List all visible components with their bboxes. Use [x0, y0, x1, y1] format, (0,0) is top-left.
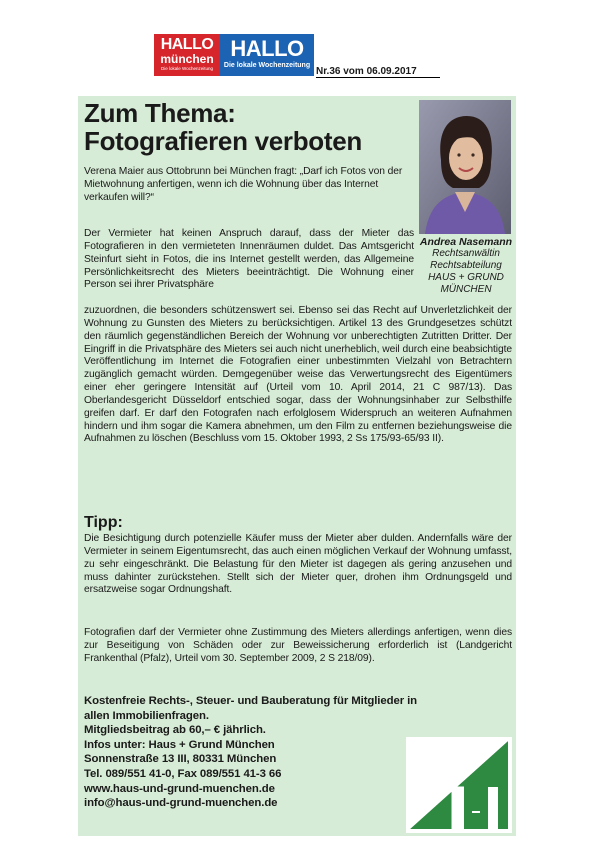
info-email-link[interactable]: info@haus-und-grund-muenchen.de: [84, 797, 278, 810]
extra-paragraph: Fotografien darf der Vermieter ohne Zustimmung des Mieters allerdings anfertigen, wenn dies zur Beseitigung von Schäden oder zur Beweissicherung erforderlich ist (Landgericht Frankenthal (Pfalz), Urteil vom 30. September 2009, 2 S 218/09).: [84, 627, 512, 664]
hallo-weekly-logo: [220, 34, 314, 76]
logo-munich-mid: münchen: [160, 52, 214, 66]
tip-text: Die Besichtigung durch potenzielle Käufer muss der Mieter aber dulden. Andernfalls wäre der Vermieter in seinem Eigentumsrecht, das auch einen möglichen Verkauf der Wohnung umfasst, zu sehr eingeschränkt. Die Belastung für den Mieter ist dagegen als gering anzusehen und muss dahinter zurückstehen. Stellt sich der Mieter quer, drohen ihm Ordnungsgeld und ersatzweise sogar Ordnungshaft.: [84, 533, 512, 596]
logo-weekly-big: HALLO: [230, 36, 304, 61]
article-body-part-2: zuzuordnen, die besonders schützenswert sei. Ebenso sei das Recht auf Unverletzlichkeit der Wohnung zu Gunsten des Mieters zu berücksichtigen. Artikel 13 des Grundgesetzes schützt den räumlich gegenständlichen Bereich der Wohnung vor unberechtigten Zutritten Dritter. Der Eingriff in die Privatsphäre des Mieters sei auch nicht unerheblich, weil durch eine beabsichtigte Veröffentlichung im Internet die Fotografien einer unbestimmten Vielzahl von Betrachtern zugänglich gemacht würden. Demgegenüber weise das Verwertungsrecht des Eigentümers einer eher geringere Intensität auf (Urteil vom 10. April 2014, 21 C 987/13). Das Oberlandesgericht Düsseldorf entschied sogar, dass der Wohnungsinhaber zur Selbsthilfe greifen darf. Er darf den Fotografen nach erfolglosem Widerspruch an weiteren Aufnahmen hindern und ihm sogar die Kamera abnehmen, um den Film zu entfernen beziehungsweise die Aufnahmen zu löschen (Beschluss vom 15. Oktober 1993, 2 Ss 175/93-65/93 II).: [84, 305, 512, 445]
info-line-6: Tel. 089/551 41-0, Fax 089/551 41-3 66: [84, 767, 282, 780]
title-line-1: Zum Thema:: [84, 98, 236, 128]
logo-munich-big: HALLO: [160, 36, 214, 53]
title-line-2: Fotografieren verboten: [84, 126, 362, 156]
author-name: Andrea Nasemann: [419, 236, 513, 248]
info-line-1: Kostenfreie Rechts-, Steuer- und Bauberatung für Mitglieder in: [84, 695, 418, 707]
author-caption: [419, 236, 513, 296]
logo-munich-tagline: Die lokale Wochenzeitung: [161, 66, 213, 71]
info-line-4: Infos unter: Haus + Grund München: [84, 738, 275, 751]
info-line-3: Mitgliedsbeitrag ab 60,– € jährlich.: [84, 724, 266, 737]
tip-heading: Tipp:: [84, 514, 123, 531]
logo-weekly-tagline: Die lokale Wochenzeitung: [223, 62, 311, 69]
author-org-1: HAUS + GRUND: [428, 272, 504, 283]
haus-und-grund-logo: [406, 737, 512, 833]
haus-und-grund-logo-icon: [406, 737, 512, 833]
author-role-1: Rechtsanwältin: [432, 248, 500, 259]
reader-question: Verena Maier aus Ottobrunn bei München fragt: „Darf ich Fotos von der Mietwohnung anfertigen, wenn ich die Wohnung über das Internet verkaufen will?“: [84, 166, 403, 203]
author-portrait-image: [419, 100, 511, 234]
info-website-link[interactable]: www.haus-und-grund-muenchen.de: [84, 782, 275, 795]
article-title: [84, 99, 414, 155]
info-line-2: allen Immobilienfragen.: [84, 709, 209, 722]
issue-label: Nr.36 vom 06.09.2017: [316, 66, 440, 78]
info-line-5: Sonnenstraße 13 III, 80331 München: [84, 753, 277, 766]
author-photo: [419, 100, 511, 234]
contact-info-block: [84, 694, 418, 811]
author-org-2: MÜNCHEN: [440, 284, 492, 295]
hallo-muenchen-logo: [154, 34, 220, 76]
author-role-2: Rechtsabteilung: [430, 260, 502, 271]
article-body-part-1: Der Vermieter hat keinen Anspruch darauf, dass der Mieter das Fotografieren in den vermieteten Innenräumen duldet. Das Amtsgericht Steinfurt sieht in Fotos, die ins Internet gestellt werden, das Allgemeine Persönlichkeitsrecht des Mieters beeinträchtigt. Die Wohnung einer Person sei ihrer Privatsphäre: [84, 228, 414, 291]
